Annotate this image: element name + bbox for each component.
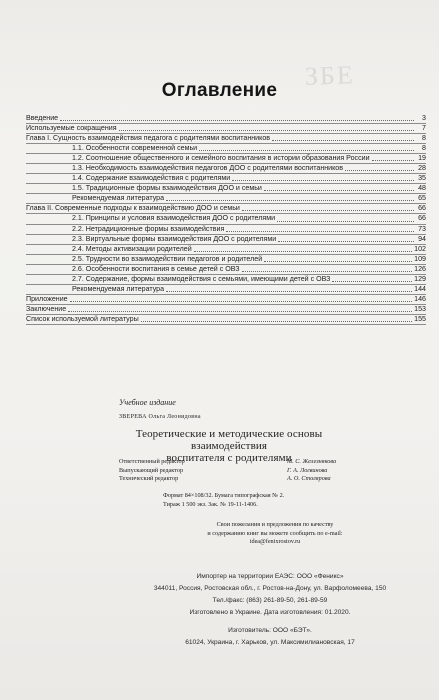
staff-role: Ответственный редактор (119, 458, 185, 465)
made-in: Изготовлено в Украине. Дата изготовления: 01.2020. (189, 609, 351, 617)
manufacturer-address: 61024, Украина, г. Харьков, ул. Максимилиановская, 17 (185, 639, 355, 647)
edition-type: Учебное издание (119, 398, 176, 407)
toc-entry-title: 2.5. Трудности во взаимодействии педагогов и родителей (72, 254, 263, 263)
toc-entry-page: 35 (418, 174, 426, 183)
toc-entry-page: 8 (422, 134, 426, 143)
toc-heading: Оглавление (161, 80, 278, 101)
toc-leader-dots (264, 261, 412, 262)
toc-leader-dots (242, 271, 413, 272)
manufacturer: Изготовитель: ООО «БЭТ». (228, 627, 312, 635)
toc-entry-title: Рекомендуемая литература (72, 284, 165, 293)
feedback-line: Свои пожелания и предложения по качеству (216, 521, 334, 528)
toc-leader-dots (232, 180, 414, 181)
toc-leader-dots (194, 251, 412, 252)
author-name: ЗВЕРЕВА Ольга Леонидовна (119, 414, 201, 420)
toc-entry-page: 19 (418, 154, 426, 163)
staff-name: М. С. Железнякова (287, 458, 337, 465)
staff-name: А. О. Столярова (287, 475, 331, 483)
toc-leader-dots (141, 321, 412, 322)
toc-entry-page: 66 (418, 204, 426, 213)
toc-entry-title: Введение (26, 114, 59, 122)
toc-entry-title: Используемые сокращения (26, 124, 117, 133)
circulation-line: Тираж 1 500 экз. Зак. № 19-11-1406. (163, 500, 258, 508)
toc-entry-page: 66 (418, 214, 426, 223)
toc-entry-page: 94 (418, 234, 426, 243)
toc-entry (26, 295, 426, 305)
toc-entry-page: 109 (414, 254, 426, 263)
toc-entry-page: 73 (418, 224, 426, 233)
toc-entry-page: 102 (414, 244, 426, 253)
toc-entry-title: Заключение (26, 304, 67, 313)
toc-leader-dots (166, 291, 412, 292)
phone: Тел./факс: (863) 261-89-50, 261-89-59 (212, 597, 328, 605)
toc-leader-dots (60, 120, 414, 121)
toc-leader-dots (278, 241, 414, 242)
toc-entry-title: Глава II. Современные подходы к взаимодействию ДОО и семьи (26, 204, 240, 213)
staff-row (119, 475, 359, 484)
toc-entry-title: Приложение (26, 294, 68, 303)
toc-entry-title: Список используемой литературы (26, 314, 139, 323)
toc-leader-dots (119, 130, 414, 131)
toc-entry-title: 2.4. Методы активизации родителей (72, 244, 192, 253)
toc-entry-page: 3 (422, 114, 426, 122)
toc-entry-page: 48 (418, 184, 426, 193)
toc-entry-title: 2.6. Особенности воспитания в семье детей с ОВЗ (72, 264, 240, 273)
staff-name: Г. А. Логвинова (287, 466, 328, 474)
toc-entry-title: 2.2. Нетрадиционные формы взаимодействия (72, 224, 225, 233)
importer-address: 344011, Россия, Ростовская обл., г. Ростов-на-Дону, ул. Варфоломеева, 150 (153, 585, 387, 593)
toc-entry-page: 144 (414, 284, 426, 293)
imprint-block (140, 571, 400, 650)
importer: Импортер на территории ЕАЭС: ООО «Феникс» (196, 573, 344, 580)
feedback-note (175, 521, 375, 547)
toc-entry-page: 28 (418, 164, 426, 173)
toc-leader-dots (242, 210, 414, 211)
toc-entry-title: 1.3. Необходимость взаимодействия педагогов ДОО с родителями воспитанников (72, 164, 344, 173)
table-of-contents (26, 114, 426, 325)
toc-entry (26, 315, 426, 325)
toc-leader-dots (372, 160, 414, 161)
feedback-email: idea@fenixrostov.ru (249, 538, 301, 546)
toc-leader-dots (226, 231, 414, 232)
toc-entry-page: 129 (414, 274, 426, 283)
editorial-staff (119, 458, 359, 484)
toc-entry-title: 2.7. Содержание, формы взаимодействия с семьями, имеющими детей с ОВЗ (72, 274, 331, 283)
toc-entry-title: 1.2. Соотношение общественного и семейного воспитания в истории образования России (72, 154, 370, 163)
toc-entry-page: 65 (418, 194, 426, 203)
toc-leader-dots (277, 221, 414, 222)
book-title-line: Теоретические и методические основы взаимодействия (135, 428, 323, 452)
toc-entry-page: 126 (414, 264, 426, 273)
toc-leader-dots (272, 140, 414, 141)
book-title-line: воспитателя с родителями (166, 452, 292, 464)
toc-entry-title: 1.1. Особенности современной семьи (72, 144, 198, 153)
show-through-text: ЗБЕ (304, 60, 356, 91)
toc-entry-page: 7 (422, 124, 426, 133)
toc-leader-dots (199, 150, 414, 151)
toc-entry-title: Рекомендуемая литература (72, 194, 165, 203)
toc-entry-title: Глава I. Сущность взаимодействия педагога с родителями воспитанников (26, 134, 271, 143)
toc-entry-title: 2.1. Принципы и условия взаимодействия ДОО с родителями (72, 214, 276, 223)
staff-role: Технический редактор (119, 475, 179, 483)
toc-leader-dots (70, 301, 413, 302)
feedback-line: и содержанию книг вы можете сообщить по e-mail: (207, 529, 343, 537)
toc-leader-dots (68, 311, 412, 312)
staff-row (119, 467, 359, 476)
toc-leader-dots (345, 170, 414, 171)
toc-entry (26, 285, 426, 295)
print-format (163, 492, 284, 510)
staff-row (119, 458, 359, 467)
toc-entry-title: 2.3. Виртуальные формы взаимодействия ДОО с родителями (72, 234, 277, 243)
toc-entry-page: 155 (414, 314, 426, 323)
toc-entry-page: 146 (414, 294, 426, 303)
toc-leader-dots (166, 200, 414, 201)
format-line: Формат 84×108/32. Бумага типографская № 2. (163, 492, 285, 499)
toc-leader-dots (332, 281, 412, 282)
staff-role: Выпускающий редактор (119, 466, 184, 474)
toc-leader-dots (264, 190, 414, 191)
toc-entry-page: 8 (422, 144, 426, 153)
toc-entry-title: 1.5. Традиционные формы взаимодействия ДОО и семьи (72, 184, 262, 193)
toc-entry-page: 153 (414, 304, 426, 313)
toc-entry-title: 1.4. Содержание взаимодействия с родителями (72, 174, 231, 183)
